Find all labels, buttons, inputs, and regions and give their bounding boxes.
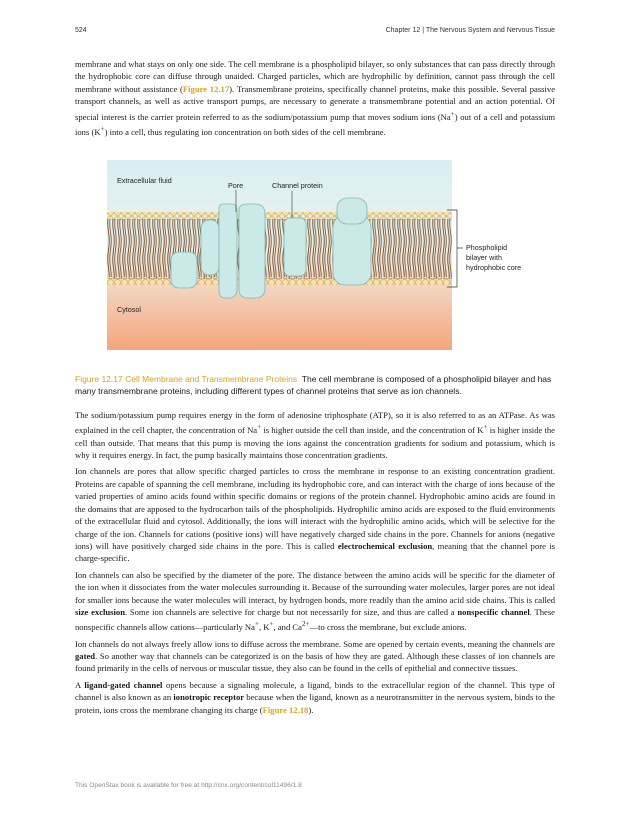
figure-caption — [75, 373, 555, 397]
bilayer-with-label: bilayer with — [466, 253, 502, 262]
channel-protein-middle — [284, 218, 306, 276]
figure-link-12-18[interactable]: Figure 12.18 — [262, 704, 309, 715]
tall-protein-top — [337, 198, 367, 224]
channel-protein-label: Channel protein — [272, 181, 323, 190]
small-protein — [171, 252, 197, 288]
caption-label: Figure 12.17 Cell Membrane and Transmembrane Proteins — [75, 374, 298, 384]
cytosol-label: Cytosol — [117, 305, 141, 314]
paragraph-2: The sodium/potassium pump requires energy in the form of adenosine triphosphate (ATP), so it is also referred to as an ATPase. As was explained in the cell chapter, the concentration of Na+ is higher outside the cell than inside, and the concentration of K+ is higher inside the cell than outside. That means that this pump is moving the ions against the concentration gradients for sodium and potassium, which is why it requires energy. In fact, the pump basically maintains those concentration gradients. — [75, 410, 555, 461]
cell-membrane-figure — [107, 160, 527, 350]
lower-heads — [107, 277, 452, 285]
pore-label: Pore — [228, 181, 244, 190]
paragraph-4: Ion channels can also be specified by the diameter of the pore. The distance between the amino acids will be specific for the diameter of the ion when it dissociates from the water molecules surrounding it. Because of the surrounding water molecules, larger pores are not ideal for smaller ions because the water molecules will interact, by hydrogen bonds, more readily than the amino acid side chains. This is called size exclusion. Some ion channels are selective for charge but not necessarily for size, and thus are called a nonspecific channel. These nonspecific channels allow cations—particularly Na+, K+, and $Ca^{2+}—to$ cross the membrane, but exclude anions. — [75, 569, 555, 633]
paragraph-6: A ligand-gated channel opens because a signaling molecule, a ligand, binds to the extracellular region of the channel. This type of channel is also known as an ionotropic receptor because when the ligand, known as a neurotransmitter in the nervous system, binds to the protein, ions cross the membrane changing its charge (Figure 12.18). — [75, 679, 555, 715]
protein-left-half — [201, 220, 219, 275]
footer-text: This OpenStax book is available for free at http://cnx.org/content/col11496/1.8 — [75, 782, 302, 789]
phospholipid-label: Phospholipid — [466, 243, 508, 252]
page-number: 524 — [75, 27, 87, 34]
paragraph-5: Ion channels do not always freely allow ions to diffuse across the membrane. Some are opened by certain events, meaning the channels are gated. So another way that channels can be categorized is on the basis of how they are gated. Although these classes of ion channels are found primarily in the cells of nervous or muscular tissue, they also can be found in the cells of epithelial and connective tissues. — [75, 638, 555, 674]
paragraph-1: membrane and what stays on only one side. The cell membrane is a phospholipid bilayer, so only substances that can pass directly through the hydrophobic core can diffuse through unaided. Charged particles, which are hydrophilic by definition, cannot pass through the cell membrane without assistance (Figure 12.17). Transmembrane proteins, specifically channel proteins, make this possible. Several passive transport channels, as well as active transport pumps, are necessary to generate a transmembrane potential and an action potential. Of special interest is the carrier protein referred to as the sodium/potassium pump that moves sodium ions (Na+) out of a cell and potassium ions (K+) into a cell, thus regulating ion concentration on both sides of the cell membrane. — [75, 59, 556, 137]
extracellular-label: Extracellular fluid — [117, 176, 172, 185]
chapter-header: Chapter 12 | The Nervous System and Nervous Tissue — [385, 27, 555, 34]
lipid-tails — [107, 219, 452, 279]
body-text — [75, 409, 555, 720]
channel-protein-left — [219, 204, 237, 298]
tall-protein — [333, 215, 371, 285]
upper-heads — [107, 212, 452, 220]
paragraph-3: Ion channels are pores that allow specific charged particles to cross the membrane in response to an existing concentration gradient. Proteins are capable of spanning the cell membrane, including its hydrophobic core, and can interact with the charge of ions because of the varied properties of amino acids found within specific domains or regions of the protein channel. Hydrophobic amino acids are found in the domains that are apposed to the hydrocarbon tails of the phospholipids. Hydrophilic amino acids are exposed to the fluid environments of the extracellular fluid and cytosol. Additionally, the ions will interact with the hydrophilic amino acids, which will be selective for the charge of the ion. Channels for cations (positive ions) will have negatively charged side chains in the pore. Channels for anions (negative ions) will have positively charged side chains in the pore. This is called electrochemical exclusion, meaning that the channel pore is charge-specific. — [75, 466, 555, 564]
channel-protein-right — [239, 204, 265, 298]
caption-text: The cell membrane is composed of a phospholipid bilayer and has many transmembrane proteins, including different types of channel proteins that serve as ion channels. — [75, 374, 552, 396]
figure-link-12-17[interactable]: Figure 12.17 — [182, 83, 230, 94]
hydrophobic-core-label: hydrophobic core — [466, 263, 522, 272]
